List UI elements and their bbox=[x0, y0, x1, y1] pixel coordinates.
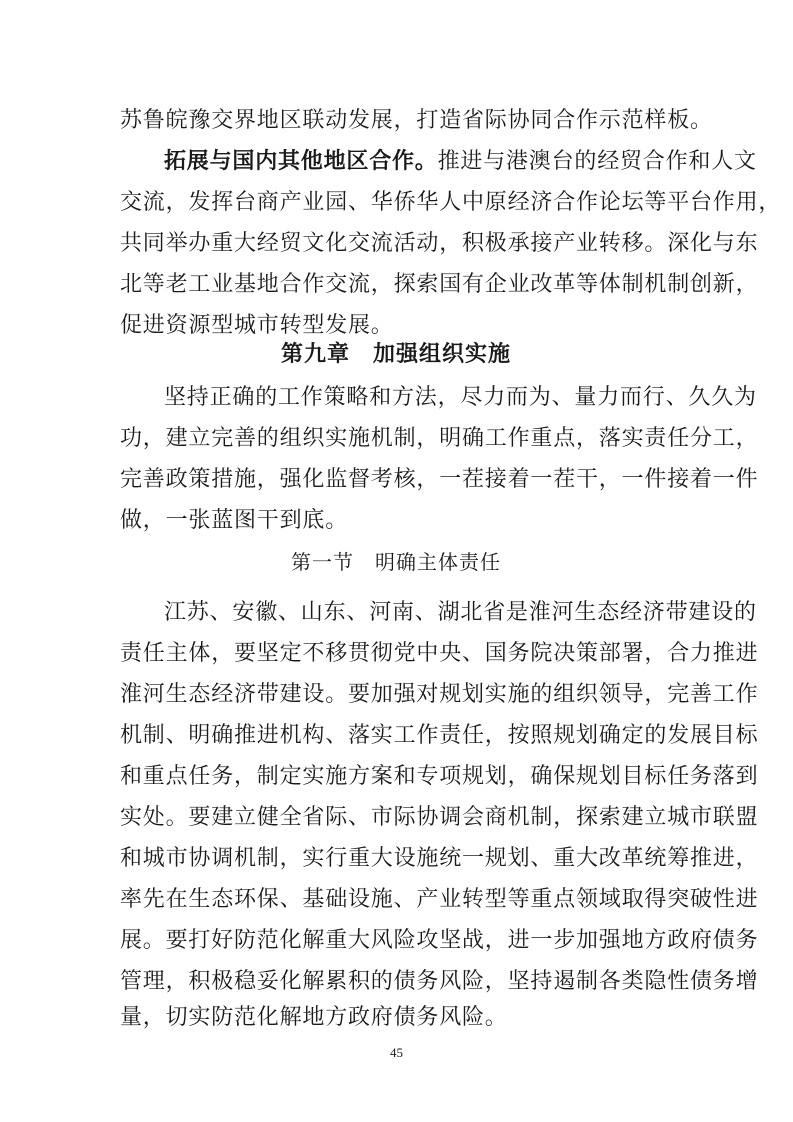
section-body-line: 淮河生态经济带建设。要加强对规划实施的组织领导，完善工作 bbox=[120, 682, 759, 707]
chapter-intro-line: 完善政策措施，强化监督考核，一茬接着一茬干，一件接着一件 bbox=[120, 467, 759, 492]
chapter-intro-line: 坚持正确的工作策略和方法，尽力而为、量力而行、久久为 bbox=[164, 385, 757, 410]
cooperation-line: 交流，发挥台商产业园、华侨华人中原经济合作论坛等平台作用， bbox=[120, 190, 782, 215]
page-number: 45 bbox=[390, 1045, 403, 1060]
chapter-intro-line: 功，建立完善的组织实施机制，明确工作重点，落实责任分工， bbox=[120, 426, 759, 451]
section-body-line: 和城市协调机制，实行重大设施统一规划、重大改革统筹推进， bbox=[120, 846, 759, 871]
section-heading: 第一节 明确主体责任 bbox=[291, 550, 501, 574]
section-body-line: 量，切实防范化解地方政府债务风险。 bbox=[120, 1005, 508, 1030]
section-body-line: 责任主体，要坚定不移贯彻党中央、国务院决策部署，合力推进 bbox=[120, 641, 759, 666]
cooperation-line: 共同举办重大经贸文化交流活动，积极承接产业转移。深化与东 bbox=[120, 231, 759, 256]
cooperation-line: 北等老工业基地合作交流，探索国有企业改革等体制机制创新， bbox=[120, 272, 759, 297]
section-body-line: 实处。要建立健全省际、市际协调会商机制，探索建立城市联盟 bbox=[120, 805, 759, 830]
section-body-line: 和重点任务，制定实施方案和专项规划，确保规划目标任务落到 bbox=[120, 764, 759, 789]
section-body-line: 展。要打好防范化解重大风险攻坚战，进一步加强地方政府债务 bbox=[120, 928, 759, 953]
cooperation-lead-heading: 拓展与国内其他地区合作。 bbox=[164, 149, 438, 174]
section-body-line: 管理，积极稳妥化解累积的债务风险，坚持遏制各类隐性债务增 bbox=[120, 969, 759, 994]
chapter-heading: 第九章 加强组织实施 bbox=[280, 342, 511, 367]
section-body-line: 率先在生态环保、基础设施、产业转型等重点领域取得突破性进 bbox=[120, 887, 759, 912]
continuation-line: 苏鲁皖豫交界地区联动发展，打造省际协同合作示范样板。 bbox=[120, 108, 713, 133]
cooperation-line: 促进资源型城市转型发展。 bbox=[120, 313, 394, 338]
section-body-line: 江苏、安徽、山东、河南、湖北省是淮河生态经济带建设的 bbox=[164, 600, 757, 625]
chapter-intro-line: 做，一张蓝图干到底。 bbox=[120, 508, 349, 533]
cooperation-first-line bbox=[120, 147, 757, 177]
cooperation-first-line-rest: 推进与港澳台的经贸合作和人文 bbox=[437, 149, 757, 174]
section-body-line: 机制、明确推进机构、落实工作责任，按照规划确定的发展目标 bbox=[120, 723, 759, 748]
